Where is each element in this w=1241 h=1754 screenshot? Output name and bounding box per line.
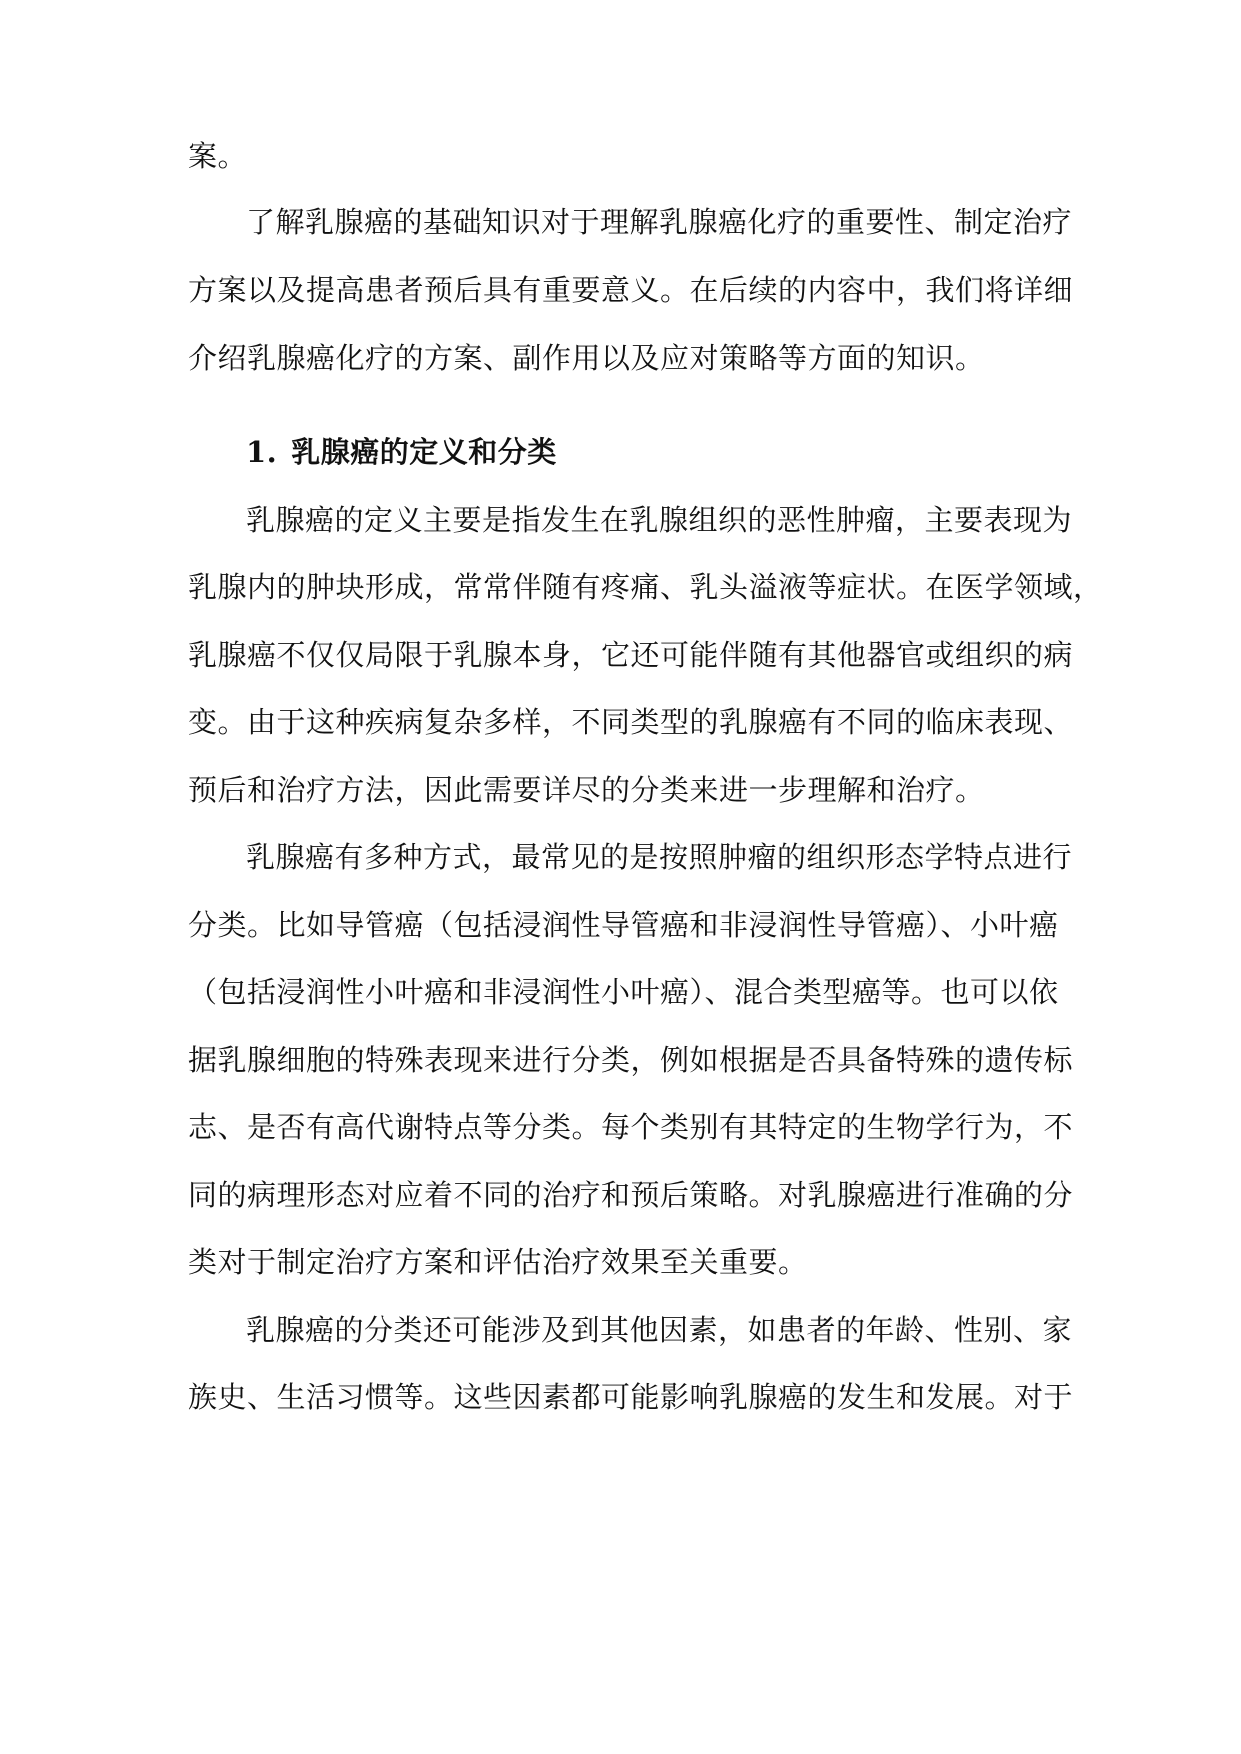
- paragraph-line: 乳腺内的肿块形成，常常伴随有疼痛、乳头溢液等症状。在医学领域，: [188, 570, 1103, 604]
- paragraph-line: 乳腺癌不仅仅局限于乳腺本身，它还可能伴随有其他器官或组织的病: [188, 638, 1074, 672]
- paragraph-line: 族史、生活习惯等。这些因素都可能影响乳腺癌的发生和发展。对于: [188, 1380, 1074, 1414]
- paragraph-line: 介绍乳腺癌化疗的方案、副作用以及应对策略等方面的知识。: [188, 341, 985, 375]
- section-title: 乳腺癌的定义和分类: [291, 435, 557, 469]
- paragraph-line: 同的病理形态对应着不同的治疗和预后策略。对乳腺癌进行准确的分: [188, 1178, 1074, 1212]
- paragraph-line: 据乳腺细胞的特殊表现来进行分类，例如根据是否具备特殊的遗传标: [188, 1043, 1074, 1077]
- paragraph-line: 乳腺癌的定义主要是指发生在乳腺组织的恶性肿瘤，主要表现为: [246, 503, 1073, 537]
- paragraph-line: 分类。比如导管癌（包括浸润性导管癌和非浸润性导管癌）、小叶癌: [188, 908, 1059, 942]
- paragraph-line: 乳腺癌的分类还可能涉及到其他因素，如患者的年龄、性别、家: [246, 1313, 1073, 1347]
- paragraph-line: 预后和治疗方法，因此需要详尽的分类来进一步理解和治疗。: [188, 773, 985, 807]
- paragraph-line: 了解乳腺癌的基础知识对于理解乳腺癌化疗的重要性、制定治疗: [246, 205, 1073, 239]
- paragraph-line: （包括浸润性小叶癌和非浸润性小叶癌）、混合类型癌等。也可以依: [188, 975, 1059, 1009]
- paragraph-line: 类对于制定治疗方案和评估治疗效果至关重要。: [188, 1245, 808, 1279]
- paragraph-line: 志、是否有高代谢特点等分类。每个类别有其特定的生物学行为，不: [188, 1110, 1074, 1144]
- paragraph-line: 变。由于这种疾病复杂多样，不同类型的乳腺癌有不同的临床表现、: [188, 705, 1074, 739]
- paragraph-line: 乳腺癌有多种方式，最常见的是按照肿瘤的组织形态学特点进行: [246, 840, 1073, 874]
- paragraph-line: 方案以及提高患者预后具有重要意义。在后续的内容中，我们将详细: [188, 273, 1074, 307]
- section-number: 1.: [246, 435, 278, 469]
- paragraph-line: 案。: [188, 139, 248, 173]
- section-heading: [246, 433, 557, 471]
